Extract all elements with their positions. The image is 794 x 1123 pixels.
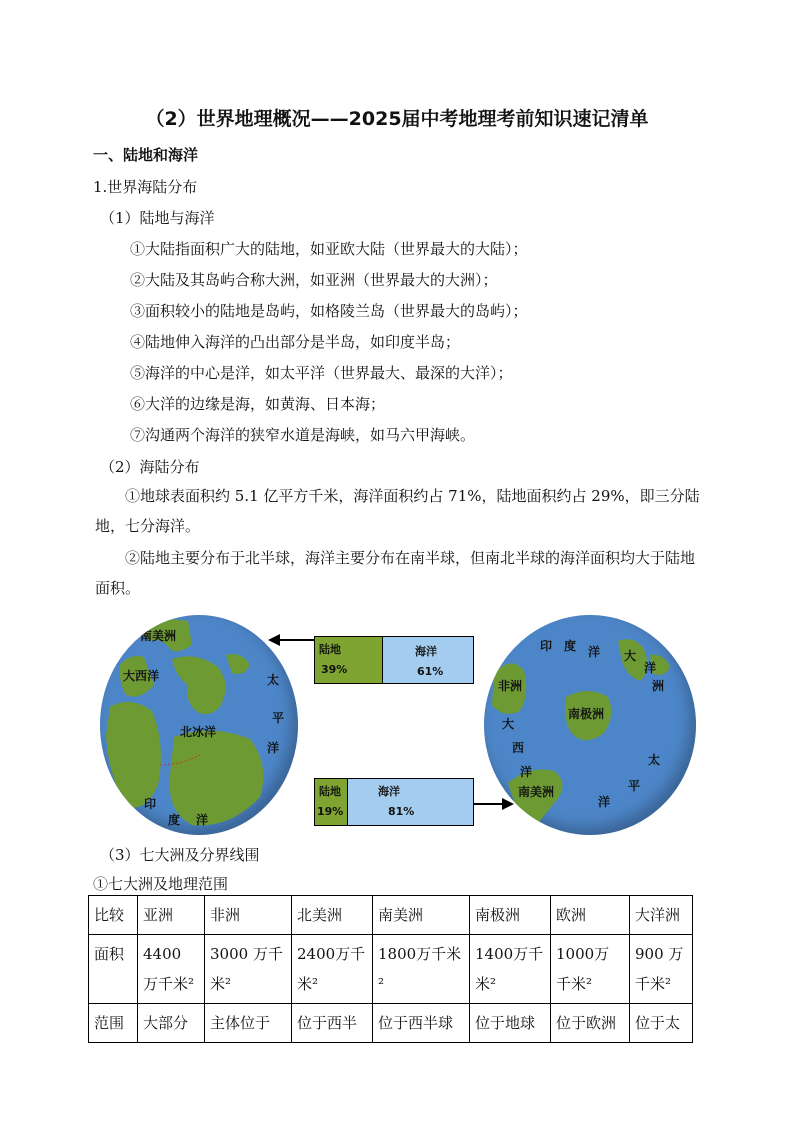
- table-cell: 900 万千米²: [630, 935, 693, 1004]
- table-cell: 南极洲: [470, 896, 551, 935]
- bar-sea-label: 海洋: [378, 785, 400, 798]
- subheading-sea-land: （2）海陆分布: [100, 458, 200, 476]
- table-cell: 南美洲: [373, 896, 470, 935]
- bar-land-percent: 39%: [321, 663, 348, 676]
- table-cell: 2400万千米²: [292, 935, 373, 1004]
- table-cell: 位于西半: [292, 1004, 373, 1043]
- table-cell: 1000万千米²: [551, 935, 630, 1004]
- table-cell: 4400 万千米²: [138, 935, 205, 1004]
- bar-sea-segment: [382, 637, 473, 683]
- globe-label: 北冰洋: [180, 725, 217, 739]
- paragraph-hemispheres: ②陆地主要分布于北半球，海洋主要分布在南半球，但南北半球的海洋面积均大于陆地面积。: [95, 549, 696, 597]
- bar-sea-percent: 61%: [417, 665, 444, 678]
- table-cell: 位于地球: [470, 1004, 551, 1043]
- bar-sea-segment: [347, 779, 473, 825]
- table-cell: 1800万千米²: [373, 935, 470, 1004]
- globe-label: 太: [648, 753, 661, 767]
- globe-label: 度: [168, 813, 181, 827]
- globe-label: 南美洲: [518, 785, 555, 799]
- table-cell: 主体位于: [205, 1004, 292, 1043]
- table-cell: 大洋洲: [630, 896, 693, 935]
- table-cell: 范围: [89, 1004, 138, 1043]
- south-hemisphere-globe: [484, 615, 696, 835]
- table-cell: 非洲: [205, 896, 292, 935]
- subheading-distribution: 1.世界海陆分布: [93, 178, 198, 196]
- arrow-left-icon: [268, 632, 314, 648]
- subheading-land-ocean: （1）陆地与海洋: [100, 209, 215, 227]
- table-cell: 位于西半球: [373, 1004, 470, 1043]
- table-cell: 位于太: [630, 1004, 693, 1043]
- globe-label: 洋: [644, 661, 657, 675]
- list-item: ②大陆及其岛屿合称大洲，如亚洲（世界最大的大洲）；: [130, 271, 498, 289]
- globe-label: 洋: [267, 741, 280, 755]
- table-cell: 1400万千米²: [470, 935, 551, 1004]
- bar-sea-label: 海洋: [415, 645, 437, 658]
- globe-label: 洋: [196, 813, 209, 827]
- globe-label: 洋: [598, 795, 611, 809]
- globe-label: 度: [564, 639, 577, 653]
- globe-label: 平: [272, 711, 285, 725]
- bar-land-segment: [315, 637, 382, 683]
- globe-label: 太: [267, 673, 280, 687]
- bar-land-label: 陆地: [319, 785, 341, 798]
- subheading-continents: （3）七大洲及分界线围: [100, 846, 260, 864]
- globe-label: 印: [144, 797, 157, 811]
- globe-label: 平: [628, 779, 641, 793]
- list-item: ⑦沟通两个海洋的狭窄水道是海峡，如马六甲海峡。: [130, 426, 476, 444]
- bar-land-label: 陆地: [319, 643, 341, 656]
- table-cell: 面积: [89, 935, 138, 1004]
- table-row: [89, 935, 693, 1004]
- list-item: ①大陆指面积广大的陆地，如亚欧大陆（世界最大的大陆）；: [130, 240, 528, 258]
- bar-sea-percent: 81%: [388, 805, 415, 818]
- table-row: [89, 1004, 693, 1043]
- table-cell: 3000 万千米²: [205, 935, 292, 1004]
- globe-label: 非洲: [498, 679, 523, 693]
- globe-label: 洲: [652, 679, 665, 693]
- table-caption: ①七大洲及地理范围: [93, 875, 229, 893]
- continents-table: [88, 895, 693, 1043]
- globe-label: 大西洋: [123, 669, 160, 683]
- north-hemisphere-globe: [100, 615, 298, 835]
- bar-land-percent: 19%: [317, 805, 344, 818]
- bar-land-segment: [315, 779, 347, 825]
- globe-label: 大: [502, 717, 515, 731]
- table-cell: 亚洲: [138, 896, 205, 935]
- table-cell: 比较: [89, 896, 138, 935]
- paragraph-surface-area: ①地球表面积约 5.1 亿平方千米，海洋面积约占 71%，陆地面积约占 29%，即三分陆地，七分海洋。: [95, 487, 700, 535]
- globe-label: 洋: [520, 765, 533, 779]
- list-item: ⑤海洋的中心是洋，如太平洋（世界最大、最深的大洋）；: [130, 364, 513, 382]
- table-cell: 欧洲: [551, 896, 630, 935]
- list-item: ⑥大洋的边缘是海，如黄海、日本海；: [130, 395, 386, 413]
- globe-label: 西: [512, 741, 525, 755]
- south-land-sea-bar: [314, 778, 474, 826]
- table-cell: 位于欧洲: [551, 1004, 630, 1043]
- globe-label: 洋: [588, 645, 601, 659]
- page-title: （2）世界地理概况——2025届中考地理考前知识速记清单: [145, 108, 649, 130]
- globe-label: 南美洲: [140, 629, 177, 643]
- list-item: ④陆地伸入海洋的凸出部分是半岛，如印度半岛；: [130, 333, 461, 351]
- table-row: [89, 896, 693, 935]
- table-cell: 北美洲: [292, 896, 373, 935]
- globe-label: 大: [624, 649, 637, 663]
- list-item: ③面积较小的陆地是岛屿，如格陵兰岛（世界最大的岛屿）；: [130, 302, 528, 320]
- north-land-sea-bar: [314, 636, 474, 684]
- table-cell: 大部分: [138, 1004, 205, 1043]
- section-heading: 一、陆地和海洋: [93, 146, 199, 164]
- globe-label: 南极洲: [568, 707, 605, 721]
- globe-label: 印: [540, 639, 553, 653]
